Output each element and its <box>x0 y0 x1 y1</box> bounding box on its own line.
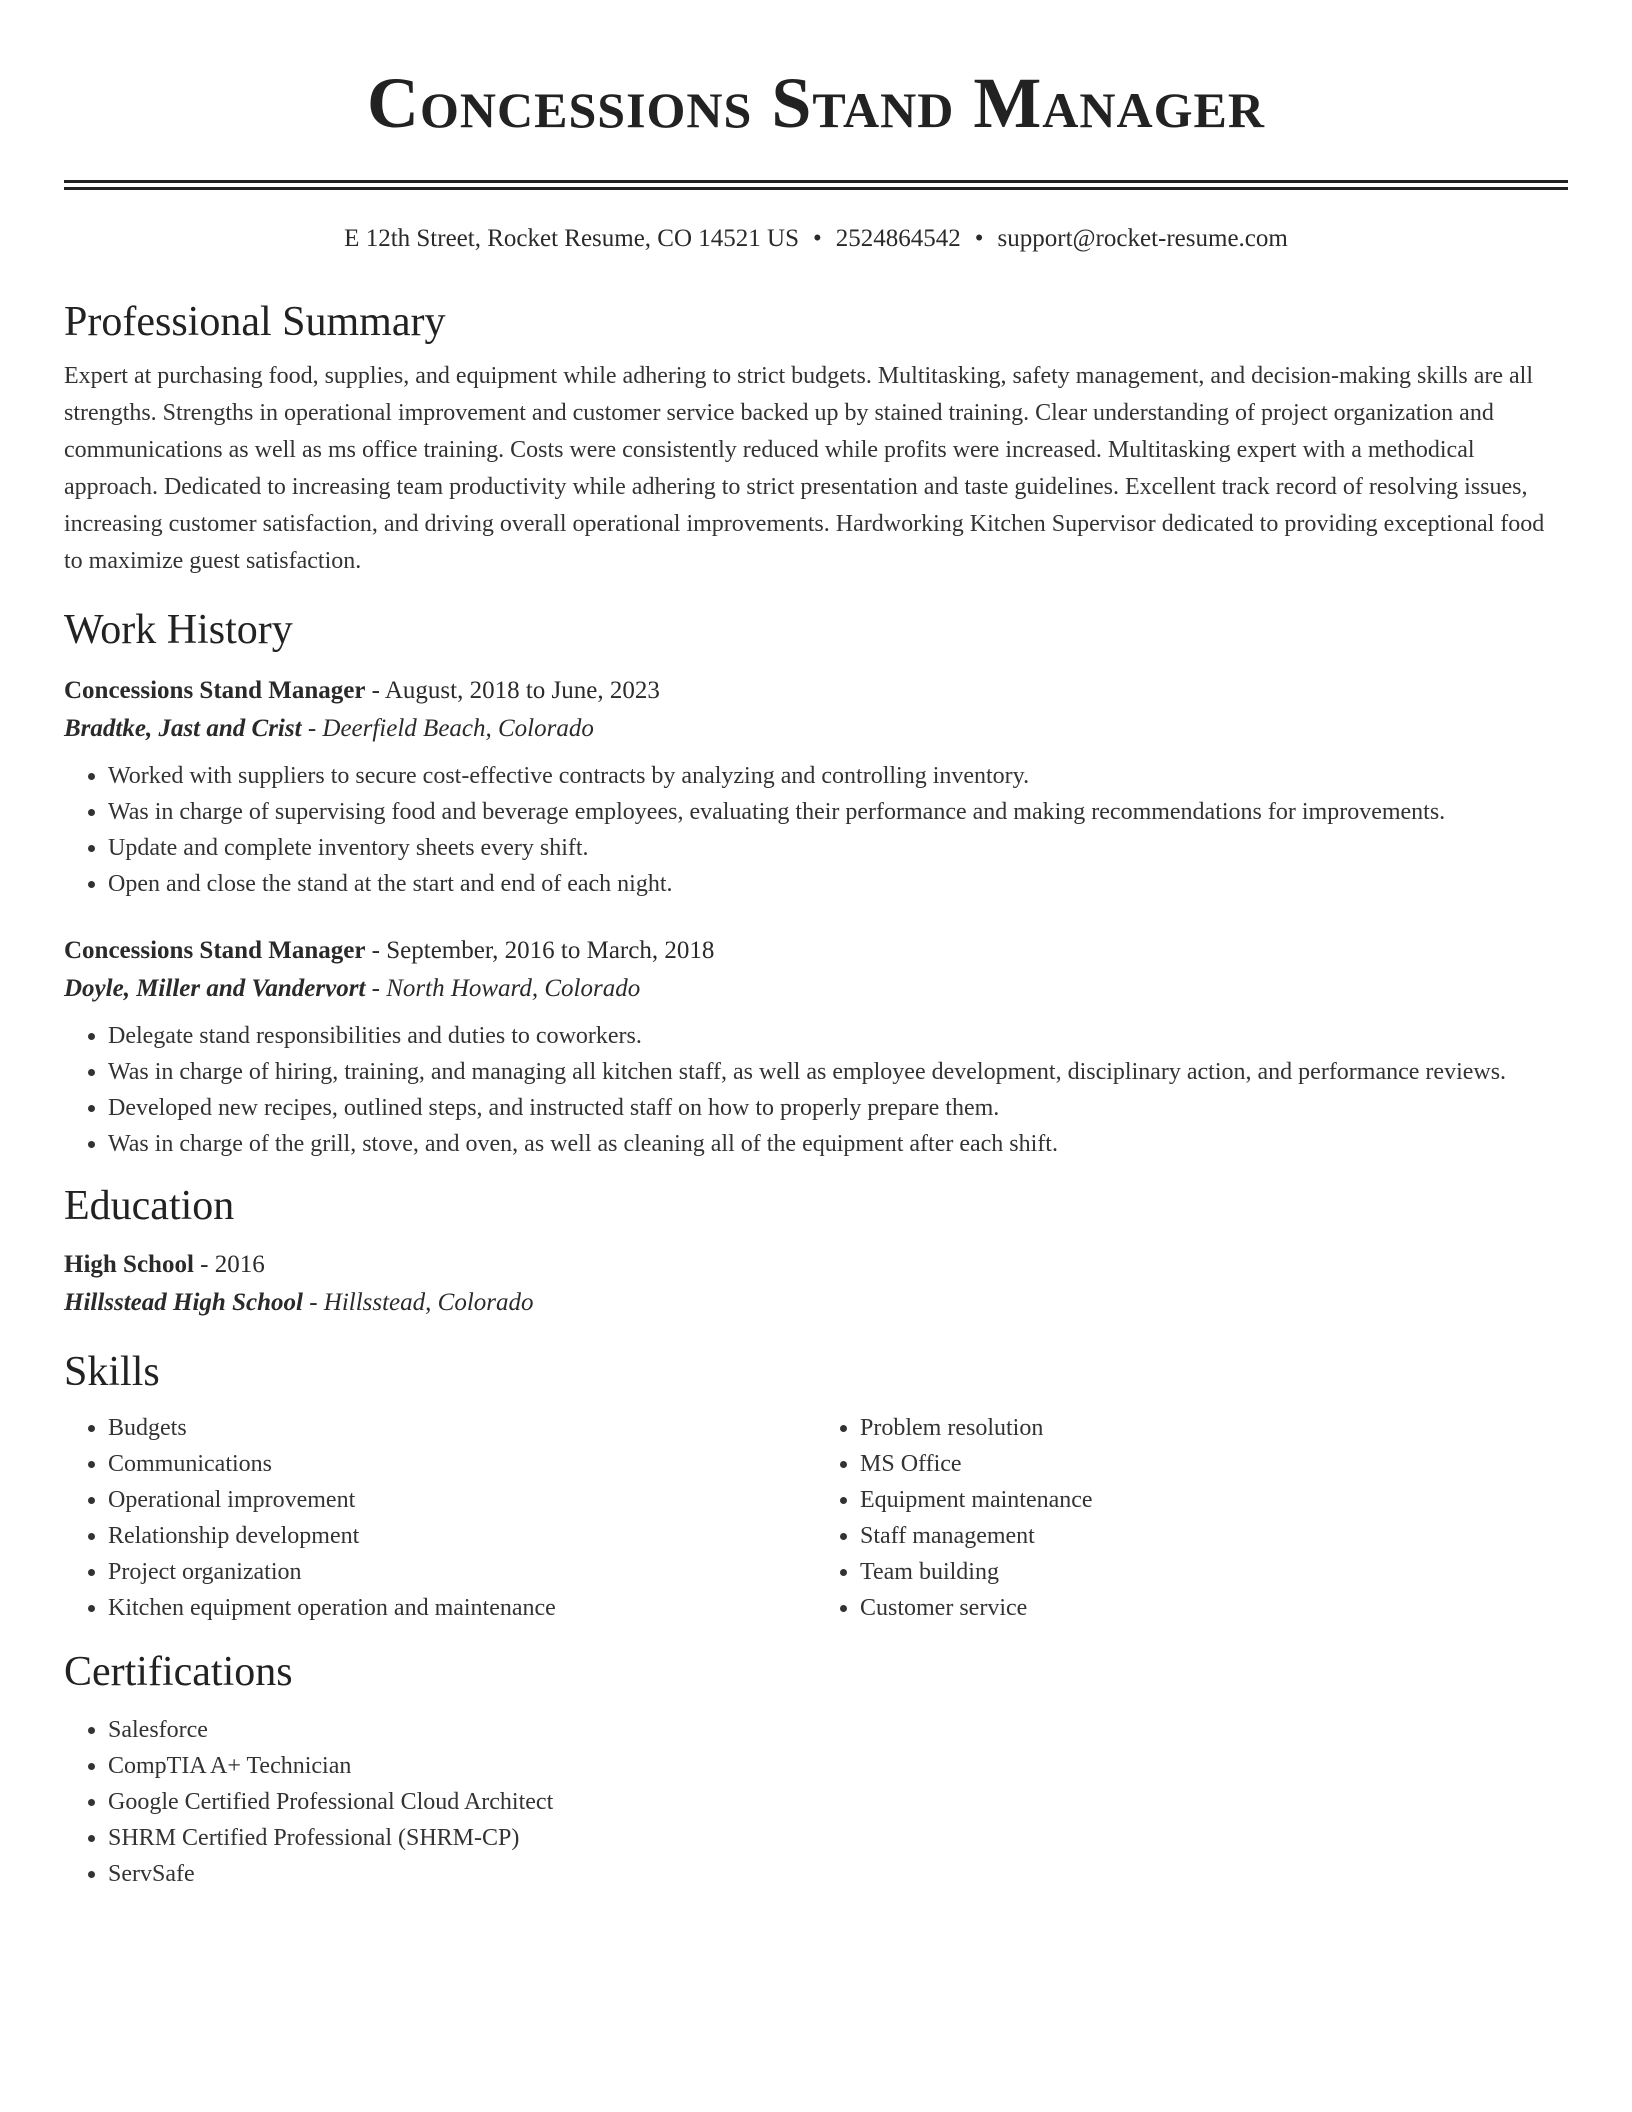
skill-item: • Relationship development <box>108 1518 816 1554</box>
certifications-list <box>64 1712 1568 1892</box>
education-school: Hillsstead High School <box>64 1289 303 1316</box>
title-divider <box>64 180 1568 190</box>
summary-heading: Professional Summary <box>64 299 446 345</box>
skill-item: • MS Office <box>860 1446 1568 1482</box>
skill-item: • Kitchen equipment operation and maintenance <box>108 1590 816 1626</box>
list-item: • Update and complete inventory sheets every shift. <box>108 830 1568 866</box>
education-degree-line <box>64 1246 1568 1284</box>
job-dates: - August, 2018 to June, 2023 <box>365 677 660 704</box>
skills-columns <box>64 1410 1568 1626</box>
skill-item: • Equipment maintenance <box>860 1482 1568 1518</box>
education-entry <box>64 1246 1568 1322</box>
job-company: Bradtke, Jast and Crist <box>64 715 302 742</box>
contact-line <box>64 222 1568 256</box>
education-degree: High School <box>64 1251 194 1278</box>
list-item: • Was in charge of the grill, stove, and oven, as well as cleaning all of the equipment after each shift. <box>108 1126 1568 1162</box>
education-year: - 2016 <box>193 1251 265 1278</box>
job-company-line <box>64 710 1568 748</box>
list-item: • Developed new recipes, outlined steps, and instructed staff on how to properly prepare them. <box>108 1090 1568 1126</box>
job-location: - North Howard, Colorado <box>365 975 641 1002</box>
list-item: • Worked with suppliers to secure cost-effective contracts by analyzing and controlling inventory. <box>108 758 1568 794</box>
skill-item: • Operational improvement <box>108 1482 816 1518</box>
skill-item: • Customer service <box>860 1590 1568 1626</box>
job-title: Concessions Stand Manager <box>64 937 366 964</box>
job-location: - Deerfield Beach, Colorado <box>301 715 594 742</box>
skill-item: • Team building <box>860 1554 1568 1590</box>
skill-item: • Communications <box>108 1446 816 1482</box>
contact-email: support@rocket-resume.com <box>997 225 1288 252</box>
list-item: • Was in charge of supervising food and beverage employees, evaluating their performance and making recommendations for improvements. <box>108 794 1568 830</box>
contact-separator: • <box>813 225 822 252</box>
list-item: • Delegate stand responsibilities and duties to coworkers. <box>108 1018 1568 1054</box>
education-heading: Education <box>64 1183 235 1229</box>
job-title-line <box>64 932 1568 970</box>
job-company-line <box>64 970 1568 1008</box>
skill-item: • Staff management <box>860 1518 1568 1554</box>
contact-address: E 12th Street, Rocket Resume, CO 14521 US <box>344 225 799 252</box>
job-title-line <box>64 672 1568 710</box>
contact-separator: • <box>974 225 984 252</box>
skill-item: • Project organization <box>108 1554 816 1590</box>
skill-item: • Problem resolution <box>860 1410 1568 1446</box>
certification-item: • SHRM Certified Professional (SHRM-CP) <box>108 1820 1568 1856</box>
list-item: • Open and close the stand at the start and end of each night. <box>108 866 1568 902</box>
certification-item: • Google Certified Professional Cloud Architect <box>108 1784 1568 1820</box>
resume-title: Concessions Stand Manager <box>367 63 1265 143</box>
certification-item: • CompTIA A+ Technician <box>108 1748 1568 1784</box>
education-school-line <box>64 1284 1568 1322</box>
job-duties-list <box>64 1018 1568 1162</box>
job-duties-list <box>64 758 1568 902</box>
list-item: • Was in charge of hiring, training, and managing all kitchen staff, as well as employee development, disciplinary action, and performance reviews. <box>108 1054 1568 1090</box>
contact-phone: 2524864542 <box>835 225 961 252</box>
certification-item: • Salesforce <box>108 1712 1568 1748</box>
skill-item: • Budgets <box>108 1410 816 1446</box>
skills-list-left <box>64 1410 816 1626</box>
education-location: - Hillsstead, Colorado <box>302 1289 534 1316</box>
certifications-heading: Certifications <box>64 1649 293 1695</box>
job-dates: - September, 2016 to March, 2018 <box>365 937 715 964</box>
skills-list-right <box>816 1410 1568 1626</box>
job-title: Concessions Stand Manager <box>64 677 366 704</box>
skills-heading: Skills <box>64 1349 160 1395</box>
job-company: Doyle, Miller and Vandervort <box>64 975 366 1002</box>
job-entry <box>64 672 1568 902</box>
certification-item: • ServSafe <box>108 1856 1568 1892</box>
work-history-heading: Work History <box>64 607 293 653</box>
summary-text: Expert at purchasing food, supplies, and equipment while adhering to strict budgets. Multitasking, safety management, and decision-making skills are all strengths. Strengths in operational improvement and customer service backed up by stained training. Clear understanding of project organization and communications as well as ms office training. Costs were consistently reduced while profits were increased. Multitasking expert with a methodical approach. Dedicated to increasing team productivity while adhering to strict presentation and taste guidelines. Excellent track record of resolving issues, increasing customer satisfaction, and driving overall operational improvements. Hardworking Kitchen Supervisor dedicated to providing exceptional food to maximize guest satisfaction. <box>64 363 1545 574</box>
job-entry <box>64 932 1568 1162</box>
